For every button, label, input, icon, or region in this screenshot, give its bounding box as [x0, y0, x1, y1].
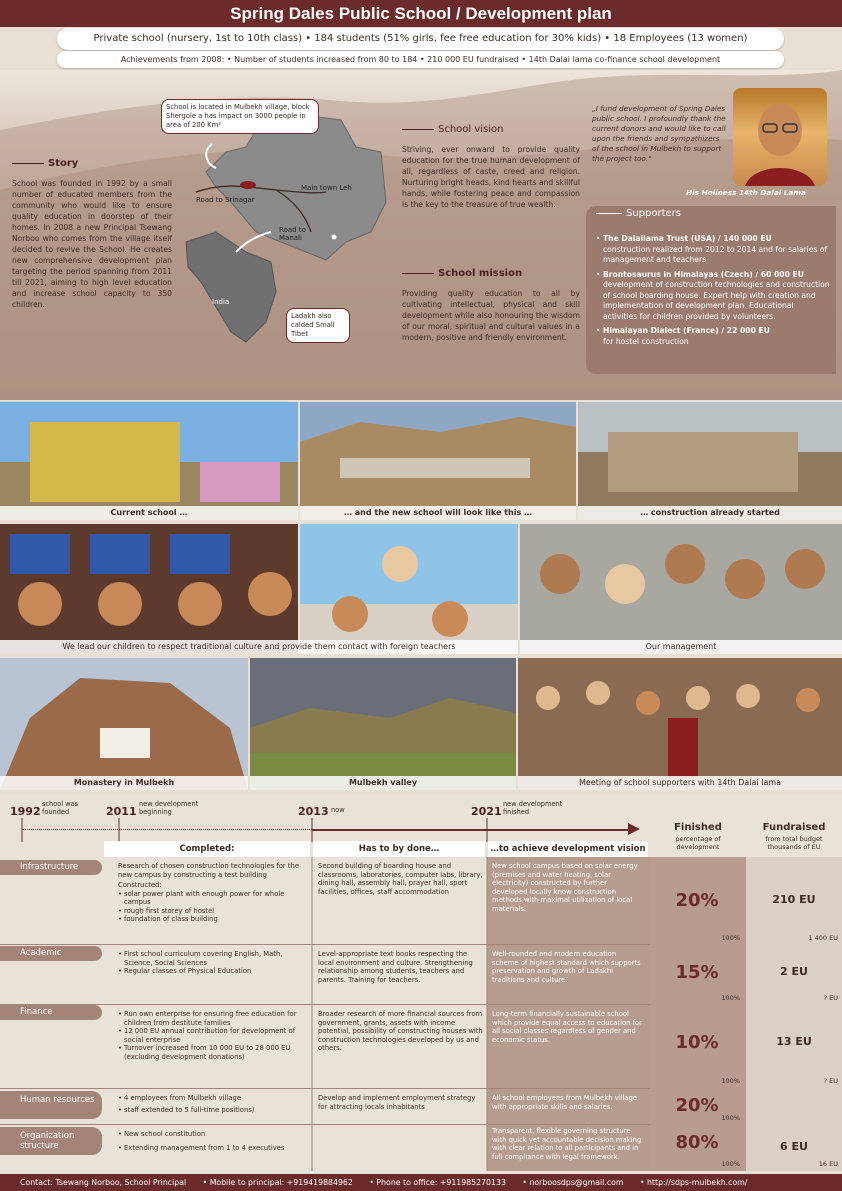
- finished-value: 20%: [675, 1095, 719, 1116]
- completed-sub: Constructed:: [118, 881, 162, 889]
- photo-valley: [250, 658, 516, 790]
- footer: [0, 1174, 842, 1191]
- timeline-desc: new development finished: [503, 800, 563, 816]
- caption-construction: … construction already started: [578, 506, 842, 520]
- timeline-desc: school was founded: [42, 800, 79, 816]
- footer-phone: • Phone to office: +911985270133: [369, 1178, 506, 1187]
- cell-completed: [118, 862, 308, 924]
- finished-total: 100%: [721, 1114, 740, 1122]
- caption-current-school: Current school …: [0, 506, 298, 520]
- cell-todo: Second building of boarding house and classrooms, laboratories, computer labs, library, dining hall, assembly hall, prayer hall, sport facilities, offices, staff accommodation: [318, 862, 483, 896]
- column-finished: Finished: [674, 822, 722, 833]
- mission-title: School mission: [402, 268, 522, 279]
- photo-teachers: [300, 524, 518, 654]
- fundraised-value: 13 EU: [776, 1035, 812, 1048]
- cell-goal: Transparent, flexible governing structure with quick yet accountable decision making with clear relation to all participants and in full compliance with legal framework.: [492, 1127, 642, 1161]
- finished-value: 10%: [675, 1032, 719, 1053]
- row-label-academic: Academic: [0, 946, 102, 961]
- fundraised-value: 6 EU: [780, 1140, 808, 1153]
- row-label-finance: Finance: [0, 1005, 102, 1020]
- cell-todo: Level-appropriate text books respecting the local environment and culture. Strengthening relationship among students, teachers and parents. Training for teachers.: [318, 950, 473, 984]
- footer-contact: Contact: Tsewang Norboo, School Principal: [20, 1178, 187, 1187]
- list-item: • rough first storey of hostel: [118, 907, 308, 916]
- list-item: • 4 employees from Mulbekh village: [118, 1094, 308, 1103]
- finished-total: 100%: [721, 934, 740, 942]
- list-item: • staff extended to 5 full-time positions): [118, 1106, 308, 1115]
- cell-completed: [118, 1010, 308, 1061]
- list-item: • New school constitution: [118, 1130, 308, 1139]
- finished-value: 20%: [675, 890, 719, 911]
- supporters-title: Supporters: [596, 208, 681, 219]
- supporters-list: [596, 234, 830, 351]
- ladakh-note: Ladakh also calded Small Tibet: [286, 308, 350, 343]
- photo-management: [520, 524, 842, 654]
- school-summary: Private school (nursery, 1st to 10th class) • 184 students (51% girls, fee free education for 30% kids) • 18 Employees (13 women): [57, 28, 784, 50]
- dalai-lama-photo: [733, 88, 827, 186]
- finished-total: 100%: [721, 1160, 740, 1168]
- cell-goal: Well-rounded and modern education scheme of highest standard which supports preservation and growth of Ladakhi traditions and culture.: [492, 950, 641, 984]
- vision-text: Striving, ever onward to provide quality education for the true human development of all, regardless of caste, creed and religion. Nurturing bright heads, kind hearts and skillful hands, while fostering peace and compassion is the key to the treasure of true wealth.: [402, 145, 580, 209]
- fundraised-total: ? EU: [823, 1077, 838, 1085]
- photo-construction: [578, 402, 842, 520]
- finished-total: 100%: [721, 1077, 740, 1085]
- story-text: School was founded in 1992 by a small number of educated members from the community who would like to ensure quality education in doorstep of their homes. In 2008 a new Principal Tsewang Norboo who comes from the village itself decided to revive the School. He creates new comprehensive development plan targeting the period spanning from 2011 till 2021, aiming to high level education and increase school capacity to 350 children.: [12, 179, 172, 309]
- map-label-india: India: [212, 298, 230, 306]
- caption-management: Our management: [520, 640, 842, 654]
- supporter-desc: development of construction technologies and construction of school boarding house. Expert help with creation and implementation of development plan. Educational activities for children provided by volunteers.: [603, 280, 830, 321]
- cell-goal: Long-term financially sustainable school which provide equal access to education for all social classes regardless of gender and economic status.: [492, 1010, 642, 1044]
- supporter-item: [596, 326, 830, 347]
- column-fundraised-sub: from total budget thousands of EU: [765, 835, 823, 851]
- cell-todo: Develop and implement employment strategy for attracting locals inhabitants: [318, 1094, 476, 1111]
- cell-todo: Broader research of more financial sources from government, grants, assets with income potential, possibility of constructing houses with construction technologies developed by us and others.: [318, 1010, 483, 1052]
- timeline-year: 2011: [106, 805, 137, 818]
- achievements: Achievements from 2008: • Number of students increased from 80 to 184 • 210 000 EU fundraised • 14th Dalai lama co-finance school development: [57, 51, 784, 68]
- photo-children: [0, 524, 298, 654]
- supporter-desc: construction realized from 2012 to 2014 and for salaries of management and teachers: [603, 244, 828, 264]
- fundraised-total: ? EU: [823, 994, 838, 1002]
- cell-completed: [118, 1094, 308, 1114]
- caption-monastery: Monastery in Mulbekh: [0, 776, 248, 790]
- fundraised-total: 1 400 EU: [808, 934, 838, 942]
- footer-mobile: • Mobile to principal: +919419884962: [202, 1178, 353, 1187]
- photo-current-school: [0, 402, 298, 520]
- list-item: • First school curriculum covering English, Math, Science, Social Sciences: [118, 950, 308, 967]
- finished-value: 15%: [675, 962, 719, 983]
- finished-total: 100%: [721, 994, 740, 1002]
- map-label-leh: Main town Leh: [301, 184, 352, 192]
- column-fundraised: Fundraised: [762, 822, 826, 833]
- supporter-name: The Dalailama Trust (USA) / 140 000 EU: [603, 234, 772, 243]
- fundraised-value: 210 EU: [772, 893, 816, 906]
- supporter-desc: for hostel construction: [603, 336, 689, 346]
- list-item: • solar power plant with enough power for whole campus: [118, 890, 308, 907]
- photo-meeting: [518, 658, 842, 790]
- list-item: • Turnover increased from 10 000 EU to 28 000 EU (excluding development donations): [118, 1044, 308, 1061]
- supporter-item: [596, 270, 830, 323]
- map-label-srinagar: Road to Srinagar: [196, 196, 255, 204]
- supporter-name: Himalayan Dialect (France) / 22 000 EU: [603, 326, 770, 335]
- fundraised-total: 16 EU: [818, 1160, 838, 1168]
- caption-valley: Mulbekh valley: [250, 776, 516, 790]
- row-divider: [0, 944, 650, 945]
- quote-author: His Holiness 14th Dalai Lama: [686, 188, 806, 197]
- vision-title: School vision: [402, 124, 504, 135]
- cell-completed: [118, 1130, 308, 1152]
- supporter-name: Brontosaurus in Himalayas (Czech) / 60 000 EU: [603, 269, 804, 279]
- column-finished-sub: percentage of development: [675, 835, 721, 851]
- caption-meeting: Meeting of school supporters with 14th Dalai lama: [518, 776, 842, 790]
- list-item: • Extending management from 1 to 4 executives: [118, 1144, 308, 1153]
- row-label-human-resources: Human resources: [0, 1091, 102, 1119]
- column-completed: Completed:: [104, 841, 310, 857]
- footer-website[interactable]: • http://sdps-mulbekh.com/: [639, 1178, 748, 1187]
- finished-value: 80%: [675, 1132, 719, 1153]
- footer-email[interactable]: • norboosdps@gmail.com: [522, 1178, 624, 1187]
- map-label-manali: Road to Manali: [279, 226, 306, 242]
- list-item: • 12 000 EU annual contribution for development of social enterprise: [118, 1027, 308, 1044]
- row-divider: [0, 1124, 650, 1125]
- map-location-note: School is located in Mulbekh village, block Shergole a has impact on 3000 people in area of 200 Km²: [161, 99, 319, 134]
- list-item: • Run own enterprise for ensuring free education for children from destitute families: [118, 1010, 308, 1027]
- cell-completed: [118, 950, 308, 976]
- column-goal: …to achieve development vision: [488, 841, 648, 857]
- photo-monastery: [0, 658, 248, 790]
- timeline-desc: now: [331, 806, 345, 814]
- dalai-lama-quote: „I fund development of Spring Dales public school. I profoundly thank the current donors and would like to call upon the friends and sympathizers of the school in Mulbekh to support the project too.": [592, 104, 726, 163]
- page-title: Spring Dales Public School / Development plan: [0, 0, 842, 27]
- caption-new-school: … and the new school will look like this …: [300, 506, 576, 520]
- supporter-item: [596, 234, 830, 266]
- timeline-year: 2013: [298, 805, 329, 818]
- fundraised-value: 2 EU: [780, 965, 808, 978]
- list-item: • foundation of class building: [118, 915, 308, 924]
- cell-goal: All school employees from Mulbekh village with appropriate skills and salaries.: [492, 1094, 638, 1111]
- row-label-organization: Organization structure: [0, 1127, 102, 1155]
- caption-culture: We lead our children to respect traditional culture and provide them contact with foreign teachers: [0, 640, 518, 654]
- row-divider: [0, 1088, 650, 1089]
- cell-goal: New school campus based on solar energy (premises and water heating, solar electricity) constructed by further developed locally know construction methods with maximal utilization of local materials.: [492, 862, 638, 913]
- timeline-year: 2021: [471, 805, 502, 818]
- column-todo: Has to by done…: [313, 841, 485, 857]
- story-title: Story: [12, 158, 78, 169]
- timeline-desc: new development beginning: [139, 800, 199, 816]
- photo-new-school: [300, 402, 576, 520]
- completed-intro: Research of chosen construction technologies for the new campus by constructing a test building: [118, 862, 300, 879]
- row-label-infrastructure: Infrastructure: [0, 860, 102, 875]
- timeline-year: 1992: [10, 805, 41, 818]
- list-item: • Regular classes of Physical Education: [118, 967, 308, 976]
- mission-text: Providing quality education to all by cultivating intellectual, physical and skill development while also honouring the wisdom of our moral, spiritual and cultural values in a modern, positive and friendly environment.: [402, 289, 580, 342]
